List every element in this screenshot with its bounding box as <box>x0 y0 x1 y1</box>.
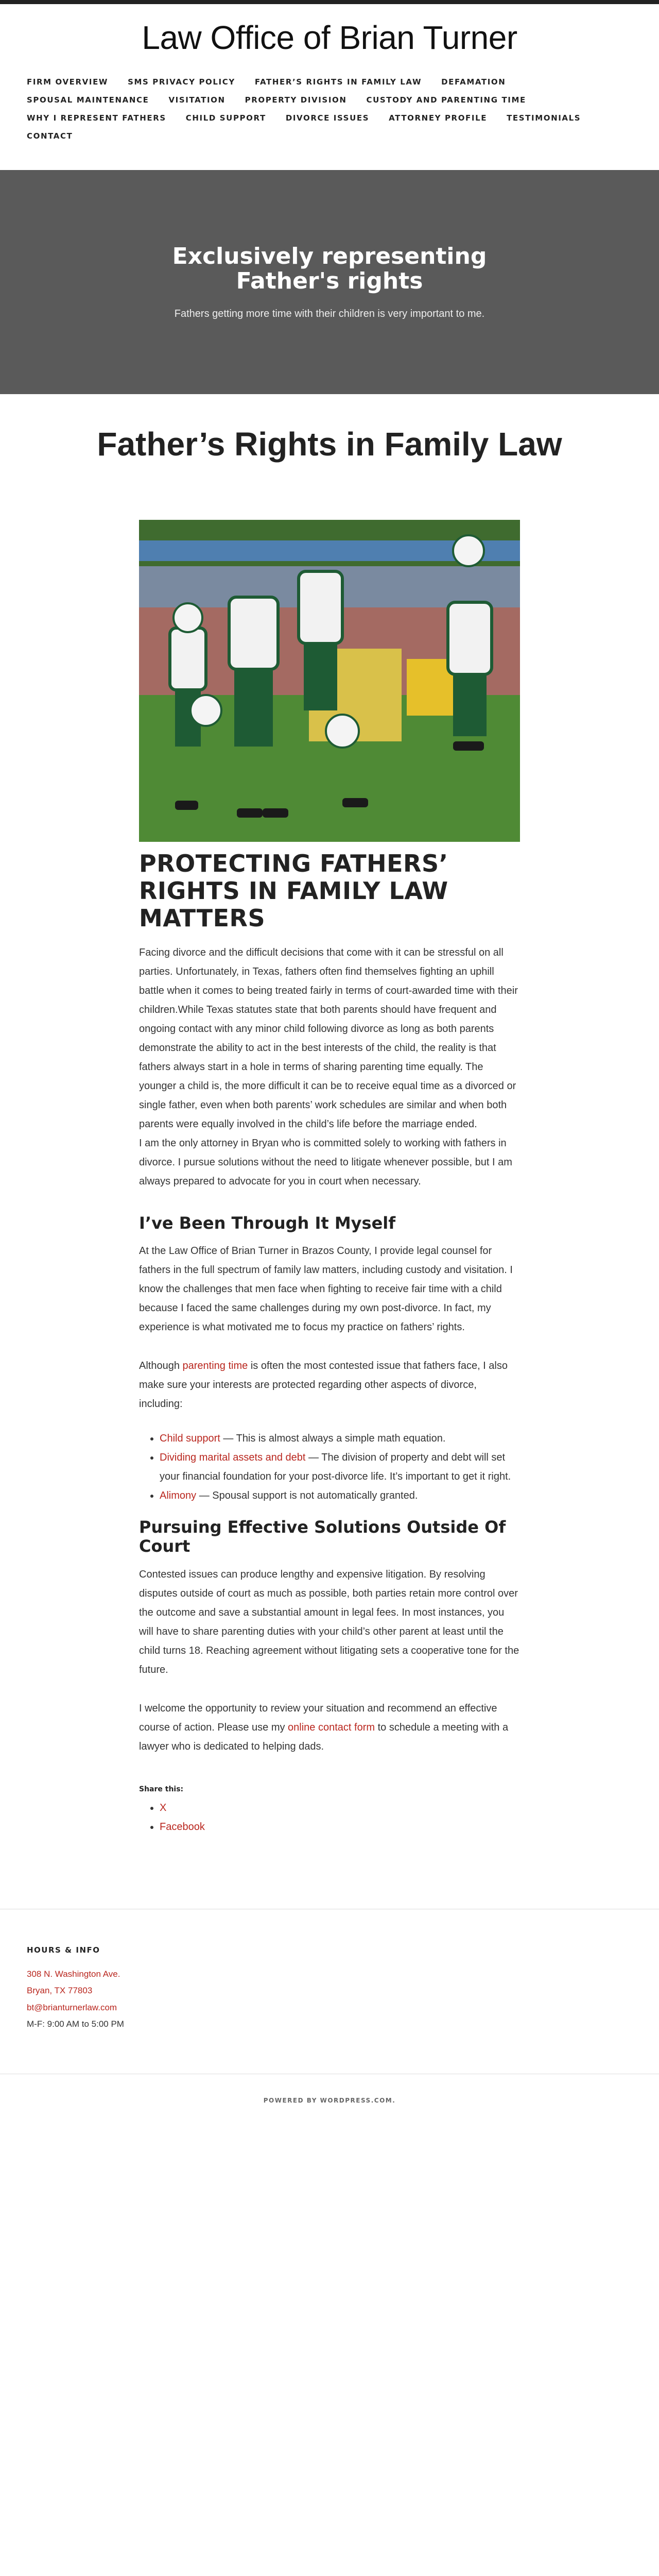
article-paragraph-4 <box>139 1357 520 1414</box>
football-team-photo <box>139 520 520 842</box>
paragraph-6-text-end: to schedule a meeting with a lawyer who is dedicated to helping dads. <box>139 1722 509 1753</box>
nav-link-property-division[interactable]: PROPERTY DIVISION <box>245 95 347 105</box>
section-heading-been-through: I’ve Been Through It Myself <box>139 1213 396 1233</box>
nav-item <box>389 113 487 123</box>
alimony-link[interactable]: Alimony <box>160 1490 197 1502</box>
paragraph-4-text-end: is often the most contested issue that fathers face, I also make sure your interests are protected regarding other aspects of divorce, including: <box>139 1360 508 1410</box>
office-hours: M-F: 9:00 AM to 5:00 PM <box>27 2019 124 2029</box>
nav-link-visitation[interactable]: VISITATION <box>168 95 226 105</box>
nav-item <box>27 77 108 87</box>
nav-item <box>186 113 266 123</box>
share-list <box>139 1799 520 1837</box>
share-title: Share this: <box>139 1785 184 1794</box>
section-heading-solutions: Pursuing Effective Solutions Outside Of Court <box>139 1517 506 1556</box>
nav-link-sms-privacy-policy[interactable]: SMS PRIVACY POLICY <box>128 77 235 87</box>
nav-link-divorce-issues[interactable]: DIVORCE ISSUES <box>285 113 370 123</box>
address-line-1-link[interactable]: 308 N. Washington Ave. <box>27 1969 120 1979</box>
article-paragraph-2: I am the only attorney in Bryan who is committed solely to working with fathers in divorce. I pursue solutions without the need to litigate whenever possible, but I am always prepared to advocate for you in court when necessary. <box>139 1137 512 1187</box>
online-contact-form-link[interactable]: online contact form <box>288 1722 375 1734</box>
paragraph-gap <box>139 1680 520 1699</box>
list-item <box>160 1486 520 1505</box>
nav-item <box>245 95 347 105</box>
nav-item <box>27 95 149 105</box>
hero-subtext: Fathers getting more time with their children is very important to me. <box>174 308 485 320</box>
email <box>27 1999 632 2016</box>
nav-list <box>27 77 632 149</box>
list-item <box>160 1448 520 1486</box>
paragraph-gap <box>139 1337 520 1357</box>
paragraph-4-text-start: Although <box>139 1360 183 1372</box>
list-item-text: — This is almost always a simple math equation. <box>220 1433 446 1445</box>
wordpress-credit-link[interactable]: POWERED BY WORDPRESS.COM. <box>263 2097 396 2105</box>
divorce-aspects-list <box>139 1429 520 1505</box>
nav-link-why-i-represent-fathers[interactable]: WHY I REPRESENT FATHERS <box>27 113 166 123</box>
list-item <box>160 1429 520 1448</box>
nav-item <box>27 131 73 141</box>
nav-item <box>441 77 506 87</box>
nav-link-testimonials[interactable]: TESTIMONIALS <box>507 113 581 123</box>
nav-item <box>255 77 422 87</box>
address-line-2-link[interactable]: Bryan, TX 77803 <box>27 1986 93 1996</box>
share-item <box>160 1799 520 1818</box>
parenting-time-link[interactable]: parenting time <box>182 1360 248 1372</box>
site-title <box>0 19 659 57</box>
nav-link-custody-and-parenting-time[interactable]: CUSTODY AND PARENTING TIME <box>366 95 526 105</box>
nav-link-child-support[interactable]: CHILD SUPPORT <box>185 113 266 123</box>
hero-heading: Exclusively representing Father's rights <box>172 243 487 294</box>
address-line-1 <box>27 1966 632 1982</box>
nav-item <box>168 95 225 105</box>
hero-banner <box>0 170 659 394</box>
share-facebook-link[interactable]: Facebook <box>160 1821 205 1833</box>
child-support-link[interactable]: Child support <box>160 1433 220 1445</box>
page-title: Father’s Rights in Family Law <box>97 426 562 463</box>
article-heading: PROTECTING FATHERS’ RIGHTS IN FAMILY LAW MATTERS <box>139 850 448 932</box>
nav-item <box>286 113 369 123</box>
site-title-link[interactable]: Law Office of Brian Turner <box>142 19 517 56</box>
share-item <box>160 1818 520 1837</box>
dividing-assets-link[interactable]: Dividing marital assets and debt <box>160 1452 306 1464</box>
site-footer <box>0 1909 659 2104</box>
site-header <box>0 19 659 149</box>
nav-item <box>128 77 235 87</box>
article-content <box>139 520 520 1837</box>
article-paragraph-5: Contested issues can produce lengthy and expensive litigation. By resolving disputes outside of court as much as possible, both parties retain more control over the outcome and save a substantial amount in legal fees. In most instances, you will have to share parenting duties with your child’s other parent at least until the child turns 18. Reaching agreement without litigating sets a cooperative tone for the future. <box>139 1569 519 1676</box>
article-paragraph-6 <box>139 1699 520 1756</box>
nav-link-contact[interactable]: CONTACT <box>27 131 73 141</box>
email-link[interactable]: bt@brianturnerlaw.com <box>27 2002 117 2012</box>
hours-info-widget <box>0 1909 659 2074</box>
nav-link-spousal-maintenance[interactable]: SPOUSAL MAINTENANCE <box>27 95 149 105</box>
nav-link-father-s-rights-in-family-law[interactable]: FATHER’S RIGHTS IN FAMILY LAW <box>254 77 422 87</box>
nav-link-defamation[interactable]: DEFAMATION <box>441 77 506 87</box>
widget-title: HOURS & INFO <box>27 1945 100 1955</box>
top-rule <box>0 0 659 4</box>
share-x-link[interactable]: X <box>160 1802 167 1814</box>
site-credits <box>0 2097 659 2104</box>
paragraph-6-text-start: I welcome the opportunity to review your situation and recommend an effective course of action. Please use my <box>139 1703 497 1734</box>
article-paragraph-3: At the Law Office of Brian Turner in Brazos County, I provide legal counsel for fathers in the full spectrum of family law matters, including custody and visitation. I know the challenges that men face when fighting to receive fair time with a child because I faced the same challenges during my own post-divorce. In fact, my experience is what motivated me to focus my practice on fathers’ rights. <box>139 1245 513 1333</box>
article-paragraph-1: Facing divorce and the difficult decisions that come with it can be stressful on all parties. Unfortunately, in Texas, fathers often find themselves fighting an uphill battle when it comes to being treated fairly in terms of court-awarded time with their children.While Texas statutes state that both parents should have frequent and ongoing contact with any minor child following divorce as long as both parents demonstrate the ability to act in the best interests of the child, the reality is that fathers always start in a hole in terms of sharing parenting time equally. The younger a child is, the more difficult it can be to receive equal time as a divorced or single father, even when both parents’ work schedules are similar and when both parents were equally involved in the child’s life before the marriage ended. <box>139 946 518 1130</box>
main-navigation <box>0 77 659 149</box>
nav-item <box>367 95 526 105</box>
list-item-text: — The division of property and debt will set your financial foundation for your post-divorce life. It’s important to get it right. <box>160 1452 511 1483</box>
list-item-text: — Spousal support is not automatically granted. <box>196 1490 418 1502</box>
address-line-2 <box>27 1982 632 1999</box>
nav-item <box>507 113 581 123</box>
nav-link-firm-overview[interactable]: FIRM OVERVIEW <box>27 77 109 87</box>
nav-link-attorney-profile[interactable]: ATTORNEY PROFILE <box>389 113 488 123</box>
photo-illustration <box>139 520 520 842</box>
nav-item <box>27 113 166 123</box>
